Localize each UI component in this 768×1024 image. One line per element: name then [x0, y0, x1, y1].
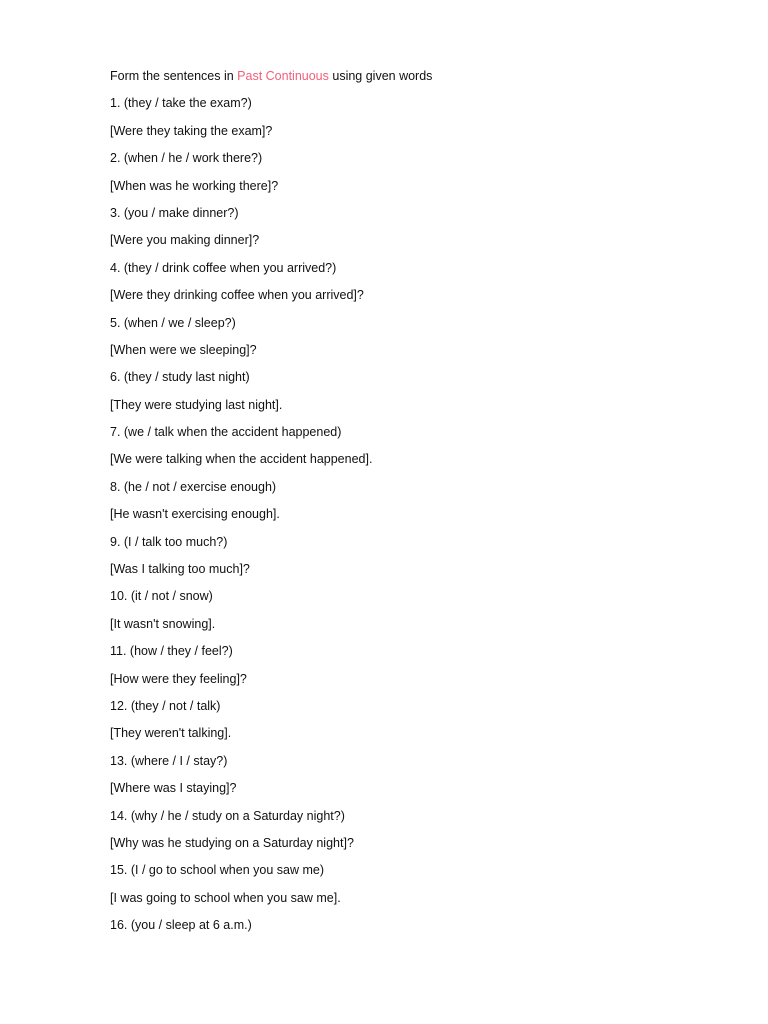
answer-line: [They were studying last night].	[110, 397, 283, 412]
answer-line: [Was I talking too much]?	[110, 562, 250, 577]
answer-line: [When was he working there]?	[110, 178, 279, 193]
exercise-content	[110, 67, 710, 944]
prompt-line: 8. (he / not / exercise enough)	[110, 479, 277, 494]
answer-line: [Were they taking the exam]?	[110, 123, 273, 138]
prompt-line: 5. (when / we / sleep?)	[110, 315, 236, 330]
heading-suffix: using given words	[328, 69, 433, 83]
prompt-line: 3. (you / make dinner?)	[110, 205, 239, 220]
prompt-line: 2. (when / he / work there?)	[110, 151, 263, 166]
prompt-line: 1. (they / take the exam?)	[110, 96, 252, 111]
prompt-line: 10. (it / not / snow)	[110, 589, 213, 604]
instruction-heading	[110, 67, 710, 85]
answer-line: [Were they drinking coffee when you arrived]?	[110, 288, 364, 303]
answer-line: [They weren't talking].	[110, 726, 232, 741]
answer-line: [Why was he studying on a Saturday night]?	[110, 835, 354, 850]
prompt-line: 16. (you / sleep at 6 a.m.)	[110, 918, 252, 933]
answer-line: [How were they feeling]?	[110, 671, 247, 686]
answer-line: [Where was I staying]?	[110, 781, 237, 796]
prompt-line: 9. (I / talk too much?)	[110, 534, 228, 549]
answer-line: [When were we sleeping]?	[110, 342, 257, 357]
answer-line: [He wasn't exercising enough].	[110, 507, 280, 522]
prompt-line: 11. (how / they / feel?)	[110, 644, 233, 659]
prompt-line: 14. (why / he / study on a Saturday night?)	[110, 808, 345, 823]
prompt-line: 12. (they / not / talk)	[110, 698, 221, 713]
prompt-line: 7. (we / talk when the accident happened)	[110, 425, 342, 440]
prompt-line: 15. (I / go to school when you saw me)	[110, 863, 324, 878]
answer-line: [I was going to school when you saw me].	[110, 890, 341, 905]
answer-line: [Were you making dinner]?	[110, 233, 260, 248]
answer-line: [It wasn't snowing].	[110, 616, 216, 631]
prompt-line: 6. (they / study last night)	[110, 370, 250, 385]
answer-line: [We were talking when the accident happened].	[110, 452, 373, 467]
prompt-line: 13. (where / I / stay?)	[110, 753, 228, 768]
heading-highlight: Past Continuous	[237, 69, 329, 83]
prompt-line: 4. (they / drink coffee when you arrived?)	[110, 260, 337, 275]
heading-prefix: Form the sentences in	[110, 69, 238, 83]
